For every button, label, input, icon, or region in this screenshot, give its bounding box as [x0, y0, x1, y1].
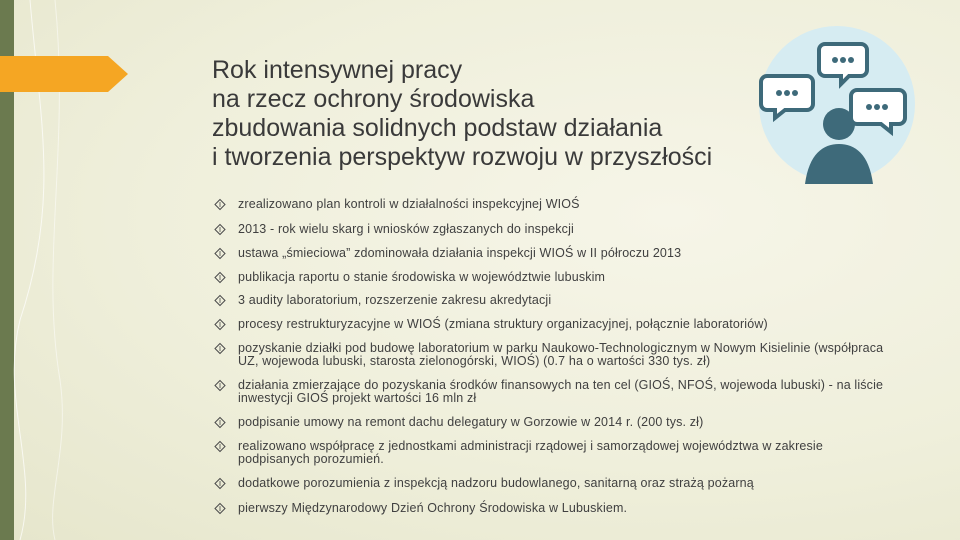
title-line: Rok intensywnej pracy [212, 56, 463, 84]
diamond-bullet-icon [214, 440, 226, 453]
person-with-speech-bubbles-icon [757, 24, 917, 184]
diamond-bullet-icon [214, 198, 226, 211]
title-tab-marker [0, 56, 128, 92]
diamond-bullet-icon [214, 342, 226, 355]
bullet-text: pozyskanie działki pod budowę laboratorium w parku Naukowo-Technologicznym w Nowym Kisielinie (współpraca UZ, wojewoda lubuski, starosta zielonogórski, WIOŚ) (0.7 ha o wartości 330 tys. zł) [238, 341, 884, 368]
slide-title [212, 56, 812, 172]
title-line: zbudowania solidnych podstaw działania [212, 114, 663, 142]
bullet-item [214, 342, 894, 368]
bullet-item [214, 477, 894, 490]
bullet-item [214, 440, 894, 466]
bullet-item [214, 271, 894, 284]
diamond-bullet-icon [214, 502, 226, 515]
diamond-bullet-icon [214, 271, 226, 284]
bullet-item [214, 223, 894, 236]
title-line: na rzecz ochrony środowiska [212, 85, 535, 113]
bullet-item [214, 502, 894, 515]
bullet-text: realizowano współpracę z jednostkami administracji rządowej i samorządowej województwa w zakresie podpisanych porozumień. [238, 439, 823, 466]
title-line: i tworzenia perspektyw rozwoju w przyszłości [212, 143, 713, 171]
bullet-item [214, 198, 894, 211]
diamond-bullet-icon [214, 477, 226, 490]
bullet-text: podpisanie umowy na remont dachu delegatury w Gorzowie w 2014 r. (200 tys. zł) [238, 415, 704, 429]
bullet-text: 2013 - rok wielu skarg i wniosków zgłaszanych do inspekcji [238, 222, 574, 236]
bullet-item [214, 379, 894, 405]
diamond-bullet-icon [214, 294, 226, 307]
bullet-text: zrealizowano plan kontroli w działalności inspekcyjnej WIOŚ [238, 197, 580, 211]
diamond-bullet-icon [214, 223, 226, 236]
bullet-text: działania zmierzające do pozyskania środków finansowych na ten cel (GIOŚ, NFOŚ, wojewoda lubuski) - na liście inwestycji GIOŚ projekt wartości 16 mln zł [238, 378, 884, 405]
bullet-text: dodatkowe porozumienia z inspekcją nadzoru budowlanego, sanitarną oraz strażą pożarną [238, 476, 754, 490]
diamond-bullet-icon [214, 416, 226, 429]
bullet-item [214, 294, 894, 307]
bullet-text: pierwszy Międzynarodowy Dzień Ochrony Środowiska w Lubuskiem. [238, 501, 628, 515]
bullet-text: procesy restrukturyzacyjne w WIOŚ (zmiana struktury organizacyjnej, połącznie laboratoriów) [238, 317, 768, 331]
bullet-item [214, 416, 894, 429]
diamond-bullet-icon [214, 379, 226, 392]
bullet-text: ustawa „śmieciowa” zdominowała działania inspekcji WIOŚ w II półroczu 2013 [238, 246, 682, 260]
bullet-text: publikacja raportu o stanie środowiska w województwie lubuskim [238, 270, 606, 284]
diamond-bullet-icon [214, 247, 226, 260]
bullet-item [214, 318, 894, 331]
diamond-bullet-icon [214, 318, 226, 331]
bullet-text: 3 audity laboratorium, rozszerzenie zakresu akredytacji [238, 293, 552, 307]
bullet-item [214, 247, 894, 260]
